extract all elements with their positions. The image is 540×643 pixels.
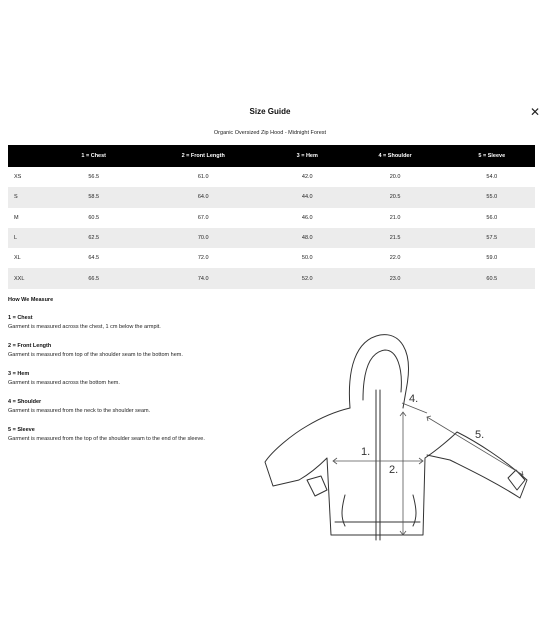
header-shoulder: 4 = Shoulder: [342, 145, 449, 167]
sleeve-cell: 59.0: [486, 255, 498, 262]
measure-item-desc: Garment is measured from the top of the shoulder seam to the end of the sleeve.: [8, 436, 205, 442]
label-front-length: 2.: [389, 464, 399, 476]
hem-cell: 44.0: [273, 187, 342, 207]
measure-item-desc: Garment is measured across the chest, 1 cm below the armpit.: [8, 324, 161, 330]
close-icon[interactable]: ✕: [530, 105, 540, 119]
shoulder-cell: 22.0: [389, 255, 401, 262]
hem-cell: 50.0: [301, 255, 313, 262]
product-subtitle: Organic Oversized Zip Hood - Midnight Forest: [213, 130, 327, 136]
table-row: [8, 228, 535, 248]
size-cell: XL: [14, 255, 21, 262]
measure-item-title: 5 = Sleeve: [8, 427, 35, 433]
header-chest: 1 = Chest: [54, 145, 133, 167]
table-row: [8, 268, 535, 288]
front-length-cell: 61.0: [197, 174, 209, 181]
header-front-length: 2 = Front Length: [133, 145, 273, 167]
shoulder-cell: 20.5: [342, 187, 449, 207]
measure-item-title: 3 = Hem: [8, 371, 30, 377]
measure-item-desc: Garment is measured from the neck to the shoulder seam.: [8, 408, 151, 414]
front-length-cell: 74.0: [133, 268, 273, 288]
sleeve-cell: 60.5: [449, 268, 535, 288]
measure-item-title: 4 = Shoulder: [8, 399, 42, 405]
front-length-cell: 72.0: [197, 255, 209, 262]
shoulder-cell: 20.0: [389, 174, 401, 181]
shoulder-cell: 21.5: [342, 228, 449, 248]
table-row: [8, 248, 535, 268]
measure-item-chest: [8, 315, 338, 330]
front-length-cell: 70.0: [133, 228, 273, 248]
size-table: [8, 145, 535, 289]
front-length-cell: 67.0: [197, 214, 209, 221]
sleeve-cell: 54.0: [486, 174, 498, 181]
table-row: [8, 167, 535, 187]
hem-cell: 46.0: [301, 214, 313, 221]
hem-cell: 42.0: [301, 174, 313, 181]
measure-item-desc: Garment is measured from top of the shoulder seam to the bottom hem.: [8, 352, 183, 358]
label-sleeve: 5.: [475, 429, 485, 441]
chest-cell: 58.5: [54, 187, 133, 207]
hem-cell: 48.0: [273, 228, 342, 248]
table-row: [8, 187, 535, 207]
sleeve-cell: 56.0: [486, 214, 498, 221]
chest-cell: 62.5: [54, 228, 133, 248]
chest-cell: 60.5: [88, 214, 100, 221]
size-cell: XS: [14, 174, 22, 181]
shoulder-cell: 21.0: [389, 214, 401, 221]
size-cell: M: [14, 214, 19, 221]
header-hem: 3 = Hem: [273, 145, 342, 167]
hem-cell: 52.0: [273, 268, 342, 288]
size-guide-title: Size Guide: [249, 107, 291, 116]
measure-item-title: 1 = Chest: [8, 315, 33, 321]
how-we-measure-heading: How We Measure: [8, 297, 54, 303]
label-chest: 1.: [361, 446, 371, 458]
hoodie-measure-diagram: [255, 330, 535, 550]
front-length-cell: 64.0: [133, 187, 273, 207]
measure-item-title: 2 = Front Length: [8, 343, 52, 349]
chest-cell: 66.5: [54, 268, 133, 288]
size-cell: L: [8, 228, 54, 248]
label-shoulder: 4.: [409, 393, 419, 405]
table-row: [8, 208, 535, 228]
header-sleeve: 5 = Sleeve: [449, 145, 535, 167]
size-cell: S: [8, 187, 54, 207]
chest-cell: 64.5: [88, 255, 100, 262]
shoulder-cell: 23.0: [342, 268, 449, 288]
sleeve-cell: 55.0: [449, 187, 535, 207]
measure-item-desc: Garment is measured across the bottom hem.: [8, 380, 120, 386]
header-size: [8, 145, 54, 167]
sleeve-cell: 57.5: [449, 228, 535, 248]
chest-cell: 56.5: [88, 174, 100, 181]
table-header-row: [8, 145, 535, 167]
size-cell: XXL: [8, 268, 54, 288]
